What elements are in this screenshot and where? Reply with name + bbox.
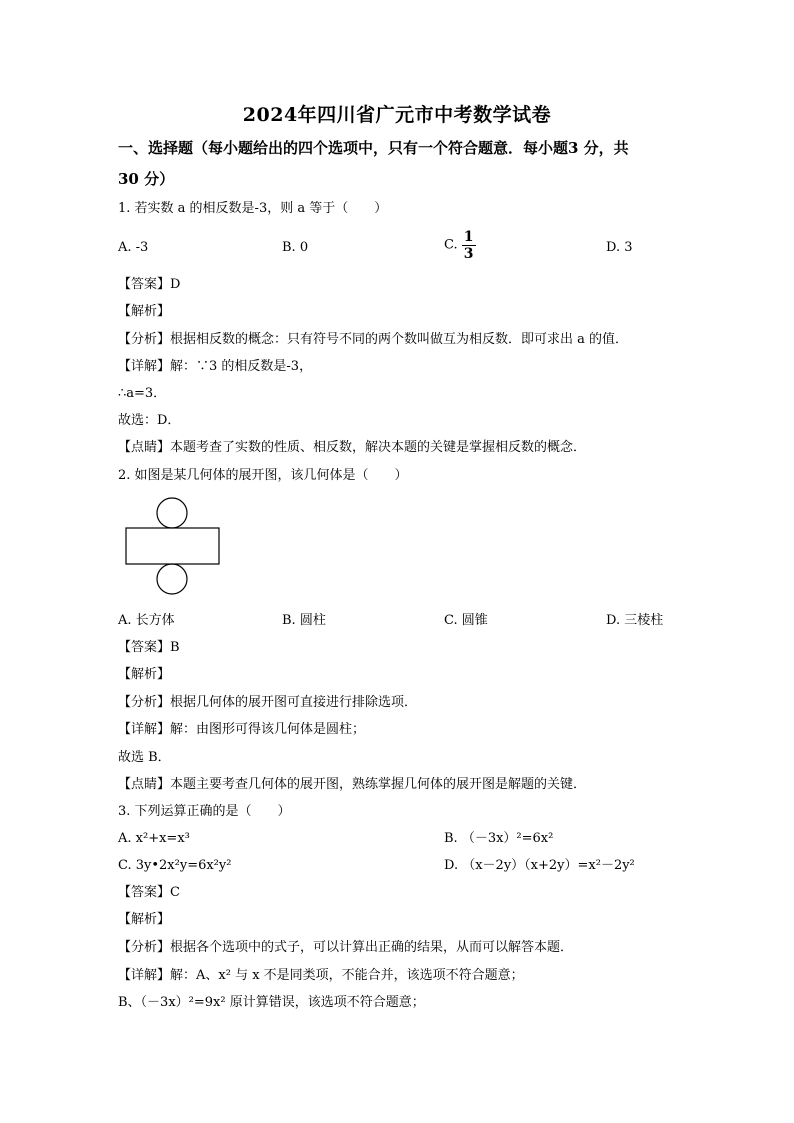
q1-choice: 故选：D． [118,413,181,428]
q1-option-a: A. -3 [118,240,149,255]
q2-stem: 2. 如图是某几何体的展开图，该几何体是（ ） [118,468,408,483]
q2-analysis: 【分析】根据几何体的展开图可直接进行排除选项． [118,695,418,710]
q3-option-b-analysis: B、（－3x）²=9x² 原计算错误，该选项不符合题意； [118,995,425,1010]
q3-option-d: D. （x－2y）（x+2y）=x²－2y² [444,858,635,873]
cylinder-net-figure [122,492,226,598]
q2-option-a: A. 长方体 [118,613,175,628]
page-title: 2024年四川省广元市中考数学试卷 [242,104,552,126]
q3-answer: 【答案】C [118,885,180,900]
q3-option-c: C. 3y•2x²y=6x²y² [118,858,232,873]
section-header-line2: 30 分） [118,170,175,188]
q3-detail: 【详解】解：A、x² 与 x 不是同类项，不能合并，该选项不符合题意； [118,968,524,983]
fraction-numerator: 1 [463,229,474,245]
q2-option-c: C. 圆锥 [444,613,488,628]
q1-step: ∴a=3． [118,386,167,401]
q1-option-d: D. 3 [606,240,633,255]
q3-analysis: 【分析】根据各个选项中的式子，可以计算出正确的结果，从而可以解答本题． [118,940,574,955]
q1-option-c [444,230,476,261]
q1-answer: 【答案】D [118,277,181,292]
section-header-line1: 一、选择题（每小题给出的四个选项中，只有一个符合题意．每小题3 分，共 [118,139,629,157]
q3-option-a: A. x²+x=x³ [118,831,190,846]
q1-jiexi: 【解析】 [118,304,171,319]
q2-answer: 【答案】B [118,640,180,655]
q2-option-d: D. 三棱柱 [606,613,664,628]
q1-option-c-fraction [462,230,476,261]
q1-analysis: 【分析】根据相反数的概念：只有符号不同的两个数叫做互为相反数．即可求出 a 的值． [118,332,629,347]
q2-jiexi: 【解析】 [118,667,171,682]
q3-stem: 3. 下列运算正确的是（ ） [118,804,291,819]
q1-stem: 1. 若实数 a 的相反数是-3，则 a 等于（ ） [118,201,388,216]
q2-option-b: B. 圆柱 [282,613,326,628]
q2-detail: 【详解】解：由图形可得该几何体是圆柱； [118,722,366,737]
q1-option-c-label: C. [444,237,458,253]
q1-option-b: B. 0 [282,240,309,255]
bottom-circle [157,564,187,594]
q3-jiexi: 【解析】 [118,912,171,927]
fraction-denominator: 3 [463,246,474,262]
q3-option-b: B. （－3x）²=6x² [444,831,554,846]
lateral-rectangle [126,528,219,564]
q2-choice: 故选 B． [118,750,171,765]
q2-comment: 【点睛】本题主要考查几何体的展开图，熟练掌握几何体的展开图是解题的关键． [118,777,587,792]
q1-detail: 【详解】解：∵3 的相反数是-3， [118,359,313,374]
top-circle [157,498,187,528]
q1-comment: 【点睛】本题考查了实数的性质、相反数，解决本题的关键是掌握相反数的概念． [118,440,587,455]
